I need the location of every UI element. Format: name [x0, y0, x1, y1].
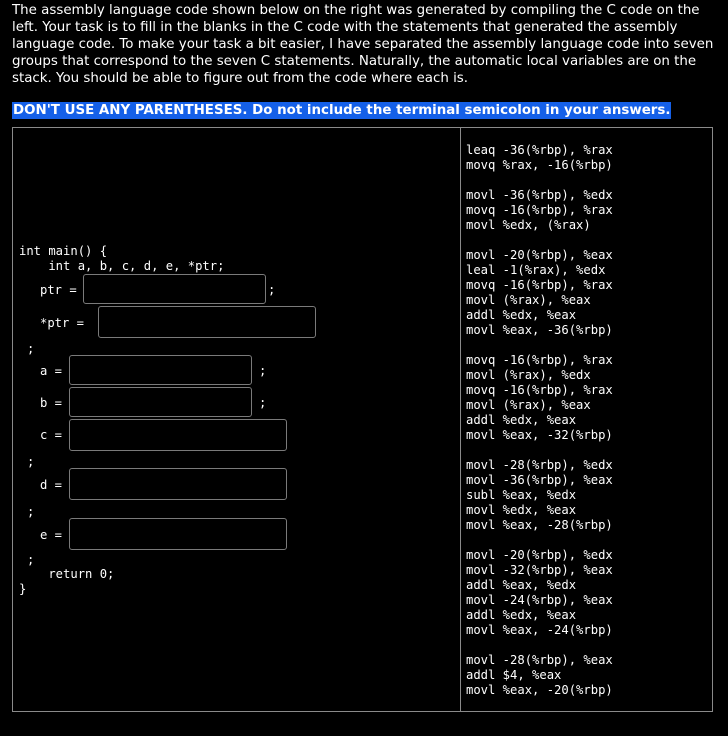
c-closing-brace: }	[19, 582, 27, 596]
c-return-statement: return 0;	[19, 567, 115, 581]
e-label: e =	[40, 528, 63, 542]
asm-group-3: movl -20(%rbp), %eax leal -1(%rax), %edx movq -16(%rbp), %rax movl (%rax), %eax addl %edx, %eax movl %eax, -36(%rbp)	[466, 248, 613, 337]
b-semicolon: ;	[259, 396, 267, 410]
asm-group-2: movl -36(%rbp), %edx movq -16(%rbp), %rax movl %edx, (%rax)	[466, 188, 613, 232]
asm-group-7: movl -28(%rbp), %eax addl $4, %eax movl %eax, -20(%rbp)	[466, 653, 613, 697]
e-answer-input[interactable]	[69, 518, 287, 550]
asm-group-6: movl -20(%rbp), %edx movl -32(%rbp), %eax addl %eax, %edx movl -24(%rbp), %eax addl %edx, %eax movl %eax, -24(%rbp)	[466, 548, 613, 637]
ptr-semicolon: ;	[268, 283, 276, 297]
ptr-answer-input[interactable]	[83, 274, 266, 304]
ptr-label: ptr =	[40, 283, 77, 297]
c-answer-input[interactable]	[69, 419, 287, 451]
deref-label: *ptr =	[40, 316, 85, 330]
a-label: a =	[40, 364, 63, 378]
deref-answer-input[interactable]	[98, 306, 316, 338]
c-semicolon: ;	[27, 455, 35, 469]
column-divider	[460, 127, 461, 712]
asm-group-5: movl -28(%rbp), %edx movl -36(%rbp), %eax subl %eax, %edx movl %edx, %eax movl %eax, -28(%rbp)	[466, 458, 613, 532]
c-label: c =	[40, 428, 63, 442]
c-declaration: int a, b, c, d, e, *ptr;	[19, 259, 225, 273]
a-answer-input[interactable]	[69, 355, 252, 385]
b-label: b =	[40, 396, 63, 410]
e-semicolon: ;	[27, 553, 35, 567]
asm-group-4: movq -16(%rbp), %rax movl (%rax), %edx movq -16(%rbp), %rax movl (%rax), %eax addl %edx, %eax movl %eax, -32(%rbp)	[466, 353, 613, 442]
asm-group-1: leaq -36(%rbp), %rax movq %rax, -16(%rbp)	[466, 143, 613, 172]
deref-semicolon: ;	[27, 342, 35, 356]
d-semicolon: ;	[27, 505, 35, 519]
instructions-text: The assembly language code shown below on the right was generated by compiling the C code on the left. Your task is to fill in the blanks in the C code with the statements that generated the assembly language code. To make your task a bit easier, I have separated the assembly language code into seven groups that correspond to the seven C statements. Naturally, the automatic local variables are on the stack. You should be able to figure out from the code where each is.	[12, 3, 714, 86]
c-main-header: int main() {	[19, 244, 108, 258]
a-semicolon: ;	[259, 364, 267, 378]
warning-banner: DON'T USE ANY PARENTHESES. Do not include the terminal semicolon in your answers.	[13, 103, 671, 118]
b-answer-input[interactable]	[69, 387, 252, 417]
d-answer-input[interactable]	[69, 468, 287, 500]
d-label: d =	[40, 478, 63, 492]
